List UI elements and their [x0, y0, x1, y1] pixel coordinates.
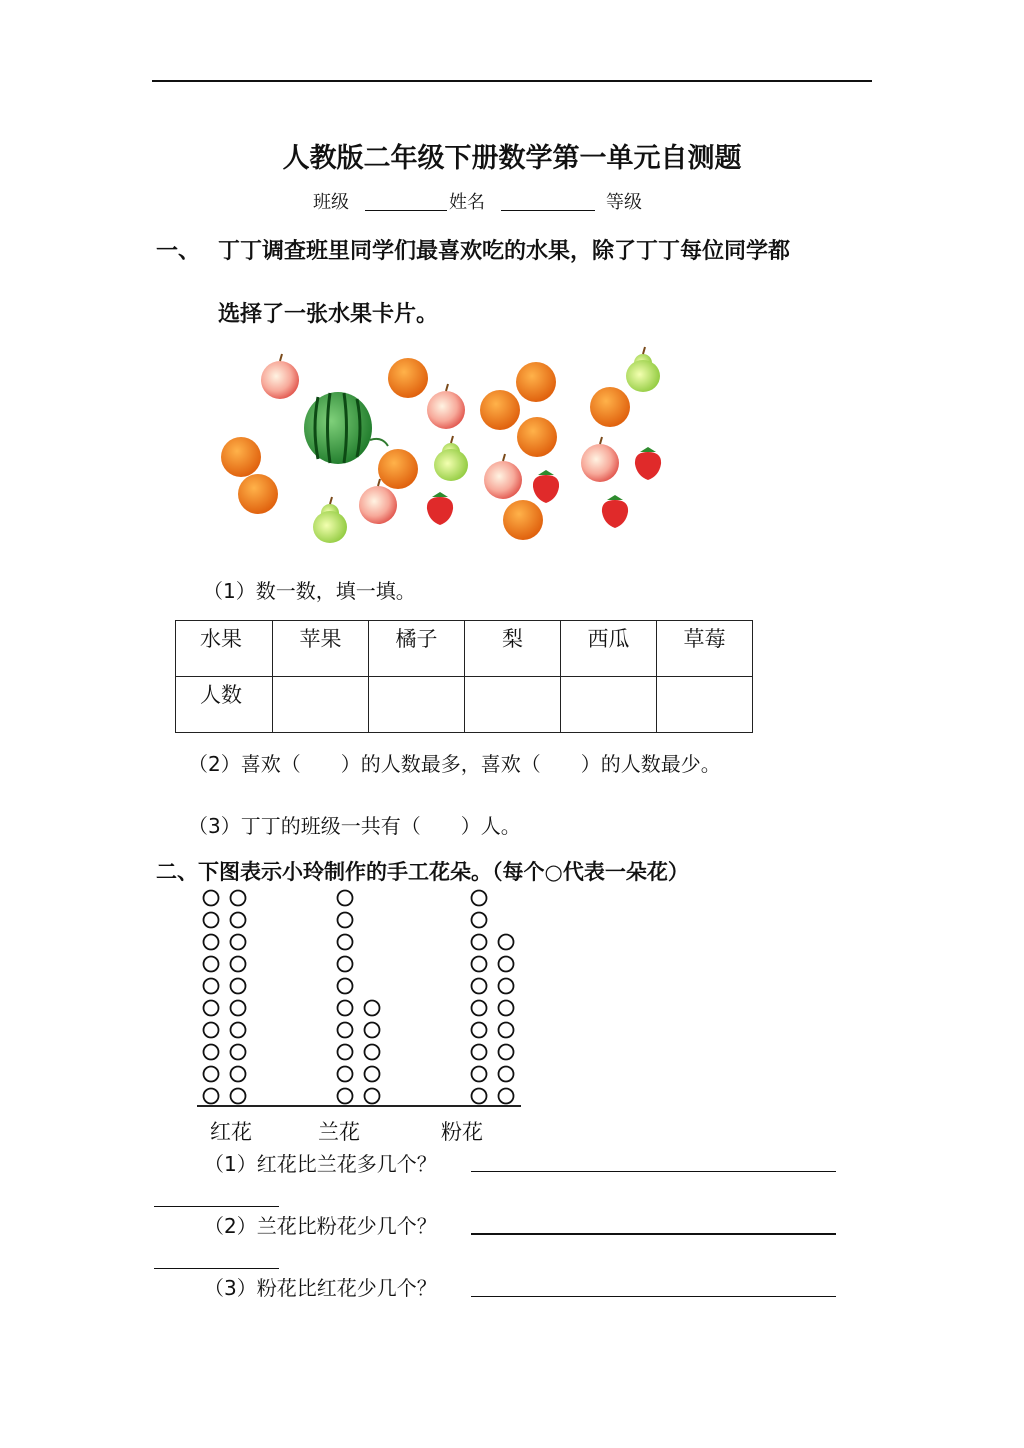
strawberry-icon — [635, 447, 661, 480]
answer-cell-apple[interactable] — [273, 677, 369, 733]
flower-chart — [195, 886, 535, 1118]
table-cell-header: 草莓 — [657, 621, 753, 677]
flower-circle-icon — [204, 957, 219, 972]
flower-circle-icon — [204, 979, 219, 994]
flower-circle-icon — [472, 1001, 487, 1016]
answer-line-3[interactable] — [471, 1296, 836, 1297]
flower-circle-icon — [338, 935, 353, 950]
answer-cell-strawberry[interactable] — [657, 677, 753, 733]
flower-circle-icon — [338, 957, 353, 972]
orange-icon — [503, 500, 543, 540]
pear-icon — [626, 347, 660, 392]
grade-label: 等级 — [606, 192, 642, 213]
flower-circle-icon — [204, 1023, 219, 1038]
orange-icon — [517, 417, 557, 457]
flower-circle-icon — [499, 1089, 514, 1104]
flower-circle-icon — [231, 1089, 246, 1104]
table-row — [176, 677, 753, 733]
orange-icon — [378, 449, 418, 489]
fruit-cards-illustration — [210, 345, 680, 555]
flower-circle-icon — [365, 1045, 380, 1060]
page-title: 人教版二年级下册数学第一单元自测题 — [282, 143, 742, 174]
flower-circle-icon — [231, 1023, 246, 1038]
q2-sub3: （3）粉花比红花少几个？ — [204, 1276, 437, 1300]
flower-circle-icon — [499, 1001, 514, 1016]
orange-icon — [221, 437, 261, 477]
flower-circle-icon — [231, 1001, 246, 1016]
flower-circle-icon — [499, 1067, 514, 1082]
flower-circle-icon — [338, 891, 353, 906]
q2-text: 二、下图表示小玲制作的手工花朵。（每个○代表一朵花） — [156, 860, 689, 884]
label-red-flower: 红花 — [210, 1120, 252, 1144]
flower-circle-icon — [338, 1089, 353, 1104]
pear-icon — [434, 436, 468, 481]
answer-cell-orange[interactable] — [369, 677, 465, 733]
q1-sub1: （1）数一数，填一填。 — [203, 579, 416, 603]
table-cell-header: 西瓜 — [561, 621, 657, 677]
flower-circle-icon — [204, 935, 219, 950]
orange-icon — [590, 387, 630, 427]
flower-circle-icon — [231, 891, 246, 906]
flower-circle-icon — [231, 935, 246, 950]
flower-circle-icon — [499, 1045, 514, 1060]
table-cell-header: 人数 — [176, 677, 273, 733]
answer-line-1[interactable] — [471, 1171, 836, 1172]
flower-circle-icon — [204, 1001, 219, 1016]
apple-icon — [427, 384, 465, 429]
table-cell-header: 梨 — [465, 621, 561, 677]
answer-cell-pear[interactable] — [465, 677, 561, 733]
apple-icon — [261, 354, 299, 399]
flower-circle-icon — [472, 1067, 487, 1082]
flower-circle-icon — [204, 913, 219, 928]
answer-line-1b[interactable] — [154, 1206, 279, 1207]
flower-circle-icon — [472, 1045, 487, 1060]
orange-icon — [238, 474, 278, 514]
orange-icon — [516, 362, 556, 402]
answer-cell-watermelon[interactable] — [561, 677, 657, 733]
q1-number: 一、 — [156, 239, 201, 264]
flower-circle-icon — [338, 1067, 353, 1082]
flower-circle-icon — [204, 891, 219, 906]
watermelon-icon — [304, 392, 388, 464]
flower-circle-icon — [499, 957, 514, 972]
flower-circle-icon — [231, 1045, 246, 1060]
table-cell-header: 橘子 — [369, 621, 465, 677]
flower-circle-icon — [338, 913, 353, 928]
flower-circle-icon — [472, 1023, 487, 1038]
flower-circle-icon — [338, 1045, 353, 1060]
table-cell-header: 水果 — [176, 621, 273, 677]
fruit-count-table — [175, 620, 753, 733]
table-cell-header: 苹果 — [273, 621, 369, 677]
flower-circle-icon — [472, 1089, 487, 1104]
flower-circle-icon — [231, 979, 246, 994]
flower-circle-icon — [338, 1023, 353, 1038]
orange-icon — [388, 358, 428, 398]
flower-circle-icon — [204, 1089, 219, 1104]
q2-sub2: （2）兰花比粉花少几个？ — [204, 1214, 437, 1238]
strawberry-icon — [533, 470, 559, 503]
flower-circle-icon — [204, 1045, 219, 1060]
answer-line-2b[interactable] — [154, 1268, 279, 1269]
q1-sub3: （3）丁丁的班级一共有（ ）人。 — [188, 814, 521, 838]
flower-circle-icon — [365, 1067, 380, 1082]
flower-circle-icon — [472, 957, 487, 972]
flower-circle-icon — [365, 1089, 380, 1104]
flower-circle-icon — [499, 935, 514, 950]
flower-circle-icon — [338, 1001, 353, 1016]
q2-sub1: （1）红花比兰花多几个？ — [204, 1152, 437, 1176]
label-blue-flower: 兰花 — [318, 1120, 360, 1144]
q1-sub2: （2）喜欢（ ）的人数最多，喜欢（ ）的人数最少。 — [188, 752, 721, 776]
answer-line-2[interactable] — [471, 1233, 836, 1235]
flower-circle-icon — [231, 957, 246, 972]
flower-circle-icon — [472, 913, 487, 928]
header-rule — [152, 80, 872, 82]
flower-circle-icon — [231, 913, 246, 928]
strawberry-icon — [602, 495, 628, 528]
flower-circle-icon — [338, 979, 353, 994]
flower-circle-icon — [472, 891, 487, 906]
apple-icon — [581, 437, 619, 482]
name-label: 姓名 — [449, 192, 485, 213]
flower-circle-icon — [472, 979, 487, 994]
name-field[interactable] — [501, 210, 595, 211]
flower-circle-icon — [499, 1023, 514, 1038]
q1-text-line2: 选择了一张水果卡片。 — [218, 302, 439, 327]
table-row — [176, 621, 753, 677]
flower-circle-icon — [231, 1067, 246, 1082]
strawberry-icon — [427, 492, 453, 525]
class-label: 班级 — [313, 192, 349, 213]
flower-circle-icon — [472, 935, 487, 950]
flower-circle-icon — [204, 1067, 219, 1082]
q1-text-line1: 丁丁调查班里同学们最喜欢吃的水果，除了丁丁每位同学都 — [218, 239, 791, 264]
flower-circle-icon — [365, 1001, 380, 1016]
label-pink-flower: 粉花 — [441, 1120, 483, 1144]
apple-icon — [484, 454, 522, 499]
pear-icon — [313, 497, 347, 543]
orange-icon — [480, 390, 520, 430]
class-field[interactable] — [365, 210, 447, 211]
flower-circle-icon — [365, 1023, 380, 1038]
flower-circle-icon — [499, 979, 514, 994]
